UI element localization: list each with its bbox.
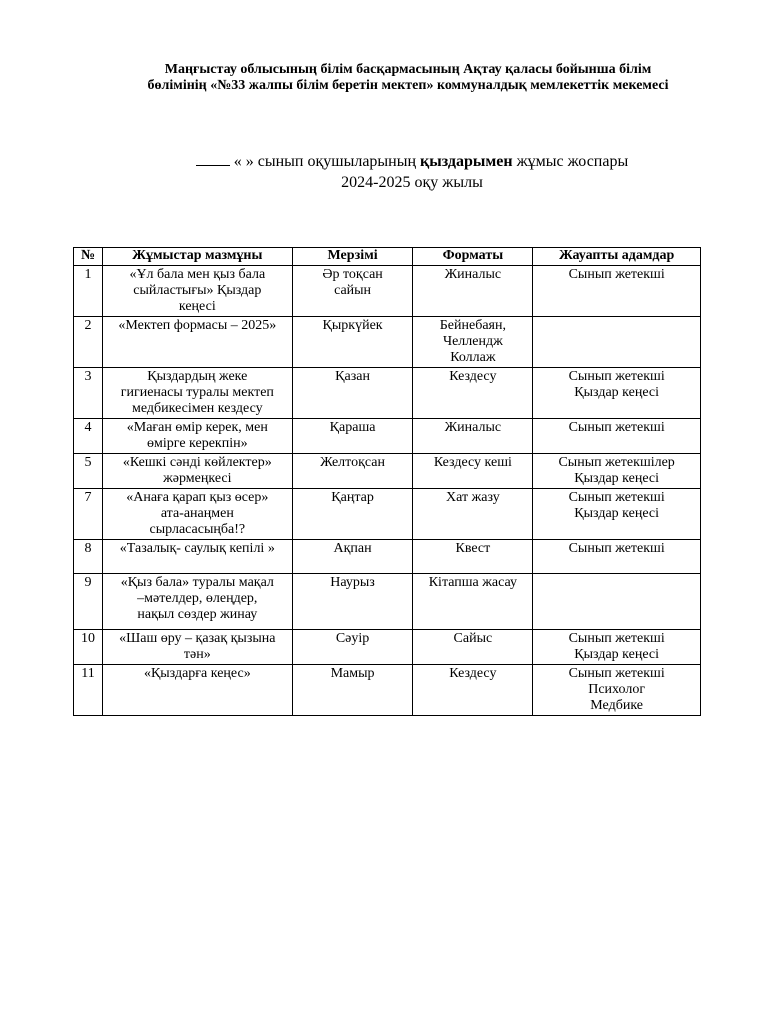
- cell-term-line: Желтоқсан: [320, 455, 385, 470]
- cell-format-line: Жиналыс: [444, 267, 502, 282]
- cell-responsible-line: Сынып жетекші: [568, 369, 665, 384]
- cell-content: [102, 419, 292, 454]
- cell-content-line: «Маған өмір керек, мен: [126, 420, 268, 435]
- cell-responsible-line: Психолог: [588, 682, 646, 697]
- cell-content: [102, 489, 292, 540]
- cell-format: [413, 630, 533, 665]
- table-row: [74, 454, 701, 489]
- cell-responsible-line: Сынып жетекші: [568, 631, 665, 646]
- cell-content-line: кеңесі: [178, 299, 216, 314]
- cell-term-line: Қаңтар: [331, 490, 374, 505]
- cell-responsible: [533, 454, 701, 489]
- cell-content-line: сыйластығы» Қыздар: [133, 283, 262, 298]
- cell-num: 1: [74, 266, 103, 317]
- cell-format-line: Челлендж: [442, 334, 503, 349]
- class-blank-line: [196, 151, 230, 166]
- cell-term: [292, 574, 413, 630]
- cell-term-line: сайын: [334, 283, 372, 298]
- cell-content-line: «Кешкі сәнді көйлектер»: [122, 455, 272, 470]
- cell-term: [292, 419, 413, 454]
- title-bold-word: қыздарымен: [420, 153, 513, 170]
- cell-format-line: Квест: [455, 541, 491, 556]
- academic-year: 2024-2025 оқу жылы: [341, 174, 483, 191]
- cell-responsible-line: Сынып жетекші: [568, 541, 665, 556]
- cell-num: 8: [74, 540, 103, 574]
- cell-content-line: «Қыздарға кеңес»: [143, 666, 251, 681]
- document-title: [0, 151, 768, 193]
- cell-content-line: жәрмеңкесі: [163, 471, 232, 486]
- school-header: [0, 62, 768, 94]
- cell-content: [102, 540, 292, 574]
- cell-term: [292, 665, 413, 716]
- table-row: [74, 574, 701, 630]
- header-responsible: Жауапты адамдар: [533, 248, 701, 266]
- school-header-line1: Маңғыстау облысының білім басқармасының Ақтау қаласы бойынша білім: [164, 62, 652, 77]
- cell-format-line: Кездесу кеші: [433, 455, 512, 470]
- cell-content: [102, 574, 292, 630]
- cell-responsible-line: Сынып жетекші: [568, 267, 665, 282]
- cell-num: 9: [74, 574, 103, 630]
- cell-num: 4: [74, 419, 103, 454]
- cell-responsible-line: Медбике: [590, 698, 643, 713]
- cell-num: 7: [74, 489, 103, 540]
- cell-content-line: «Қыз бала» туралы мақал: [120, 575, 274, 590]
- cell-term-line: Ақпан: [333, 541, 372, 556]
- cell-responsible: [533, 574, 701, 630]
- cell-num: 2: [74, 317, 103, 368]
- table-row: [74, 266, 701, 317]
- header-format: Форматы: [413, 248, 533, 266]
- cell-term: [292, 317, 413, 368]
- cell-format-line: Кездесу: [449, 369, 497, 384]
- cell-content-line: сырласасыңба!?: [149, 522, 246, 537]
- cell-content-line: «Ұл бала мен қыз бала: [129, 267, 266, 282]
- cell-content-line: өмірге керекпін»: [147, 436, 248, 451]
- cell-format: [413, 419, 533, 454]
- cell-format: [413, 368, 533, 419]
- cell-responsible: [533, 630, 701, 665]
- table-row: [74, 540, 701, 574]
- cell-term-line: Мамыр: [330, 666, 375, 681]
- cell-format: [413, 574, 533, 630]
- cell-num: 10: [74, 630, 103, 665]
- cell-responsible-line: Қыздар кеңесі: [574, 385, 659, 400]
- cell-responsible-line: Сынып жетекші: [568, 490, 665, 505]
- cell-responsible: [533, 419, 701, 454]
- title-prefix: « » сынып оқушыларының: [233, 153, 421, 170]
- cell-format-line: Жиналыс: [444, 420, 502, 435]
- cell-responsible: [533, 266, 701, 317]
- cell-responsible: [533, 317, 701, 368]
- cell-format: [413, 665, 533, 716]
- cell-content-line: «Тазалық- саулық кепілі »: [119, 541, 275, 556]
- cell-term: [292, 368, 413, 419]
- cell-content-line: «Анаға қарап қыз өсер»: [126, 490, 269, 505]
- school-header-line2: бөлімінің «№33 жалпы білім беретін мектеп» коммуналдық мемлекеттік мекемесі: [147, 78, 669, 93]
- cell-responsible: [533, 540, 701, 574]
- table-header-row: [74, 248, 701, 266]
- table-row: [74, 665, 701, 716]
- cell-content-line: Қыздардың жеке: [147, 369, 248, 384]
- cell-format: [413, 454, 533, 489]
- cell-term: [292, 489, 413, 540]
- cell-term: [292, 630, 413, 665]
- table-row: [74, 368, 701, 419]
- cell-responsible-line: Сынып жетекшілер: [558, 455, 675, 470]
- header-term: Мерзімі: [292, 248, 413, 266]
- cell-term-line: Сәуір: [335, 631, 370, 646]
- cell-responsible-line: Сынып жетекші: [568, 420, 665, 435]
- cell-term: [292, 454, 413, 489]
- cell-responsible: [533, 489, 701, 540]
- cell-content: [102, 368, 292, 419]
- cell-format-line: Кітапша жасау: [428, 575, 518, 590]
- table-body: [74, 266, 701, 716]
- cell-content: [102, 630, 292, 665]
- cell-num: 5: [74, 454, 103, 489]
- cell-content: [102, 665, 292, 716]
- cell-content-line: –мәтелдер, өлеңдер,: [137, 591, 258, 606]
- table-row: [74, 317, 701, 368]
- cell-term-line: Әр тоқсан: [322, 267, 383, 282]
- cell-term-line: Қыркүйек: [322, 318, 383, 333]
- cell-content: [102, 266, 292, 317]
- cell-content: [102, 454, 292, 489]
- cell-responsible-line: Сынып жетекші: [568, 666, 665, 681]
- work-plan-table: [73, 247, 701, 716]
- cell-num: 11: [74, 665, 103, 716]
- cell-term-line: Қазан: [335, 369, 370, 384]
- cell-content-line: тән»: [183, 647, 211, 662]
- cell-term-line: Наурыз: [330, 575, 375, 590]
- title-line: [0, 151, 768, 172]
- cell-format: [413, 317, 533, 368]
- cell-responsible-line: Қыздар кеңесі: [574, 471, 659, 486]
- cell-content-line: «Шаш өру – қазақ қызына: [119, 631, 276, 646]
- cell-content-line: «Мектеп формасы – 2025»: [118, 318, 277, 333]
- cell-content-line: гигиенасы туралы мектеп: [120, 385, 274, 400]
- cell-responsible-line: Қыздар кеңесі: [574, 647, 659, 662]
- cell-format-line: Бейнебаян,: [439, 318, 506, 333]
- cell-format: [413, 489, 533, 540]
- cell-content-line: медбикесімен кездесу: [131, 401, 263, 416]
- table-row: [74, 630, 701, 665]
- cell-format-line: Коллаж: [450, 350, 496, 365]
- cell-content-line: нақыл сөздер жинау: [137, 607, 258, 622]
- cell-format: [413, 540, 533, 574]
- cell-num: 3: [74, 368, 103, 419]
- title-suffix: жұмыс жоспары: [512, 153, 629, 170]
- cell-format-line: Хат жазу: [446, 490, 500, 505]
- cell-term: [292, 540, 413, 574]
- cell-content-line: ата-анаңмен: [160, 506, 234, 521]
- cell-responsible: [533, 665, 701, 716]
- cell-term-line: Қараша: [329, 420, 376, 435]
- cell-format-line: Сайыс: [453, 631, 493, 646]
- table-row: [74, 489, 701, 540]
- cell-responsible-line: Қыздар кеңесі: [574, 506, 659, 521]
- cell-content: [102, 317, 292, 368]
- cell-format-line: Кездесу: [449, 666, 497, 681]
- table-row: [74, 419, 701, 454]
- header-num: №: [74, 248, 103, 266]
- cell-responsible: [533, 368, 701, 419]
- header-content: Жұмыстар мазмұны: [102, 248, 292, 266]
- cell-term: [292, 266, 413, 317]
- cell-format: [413, 266, 533, 317]
